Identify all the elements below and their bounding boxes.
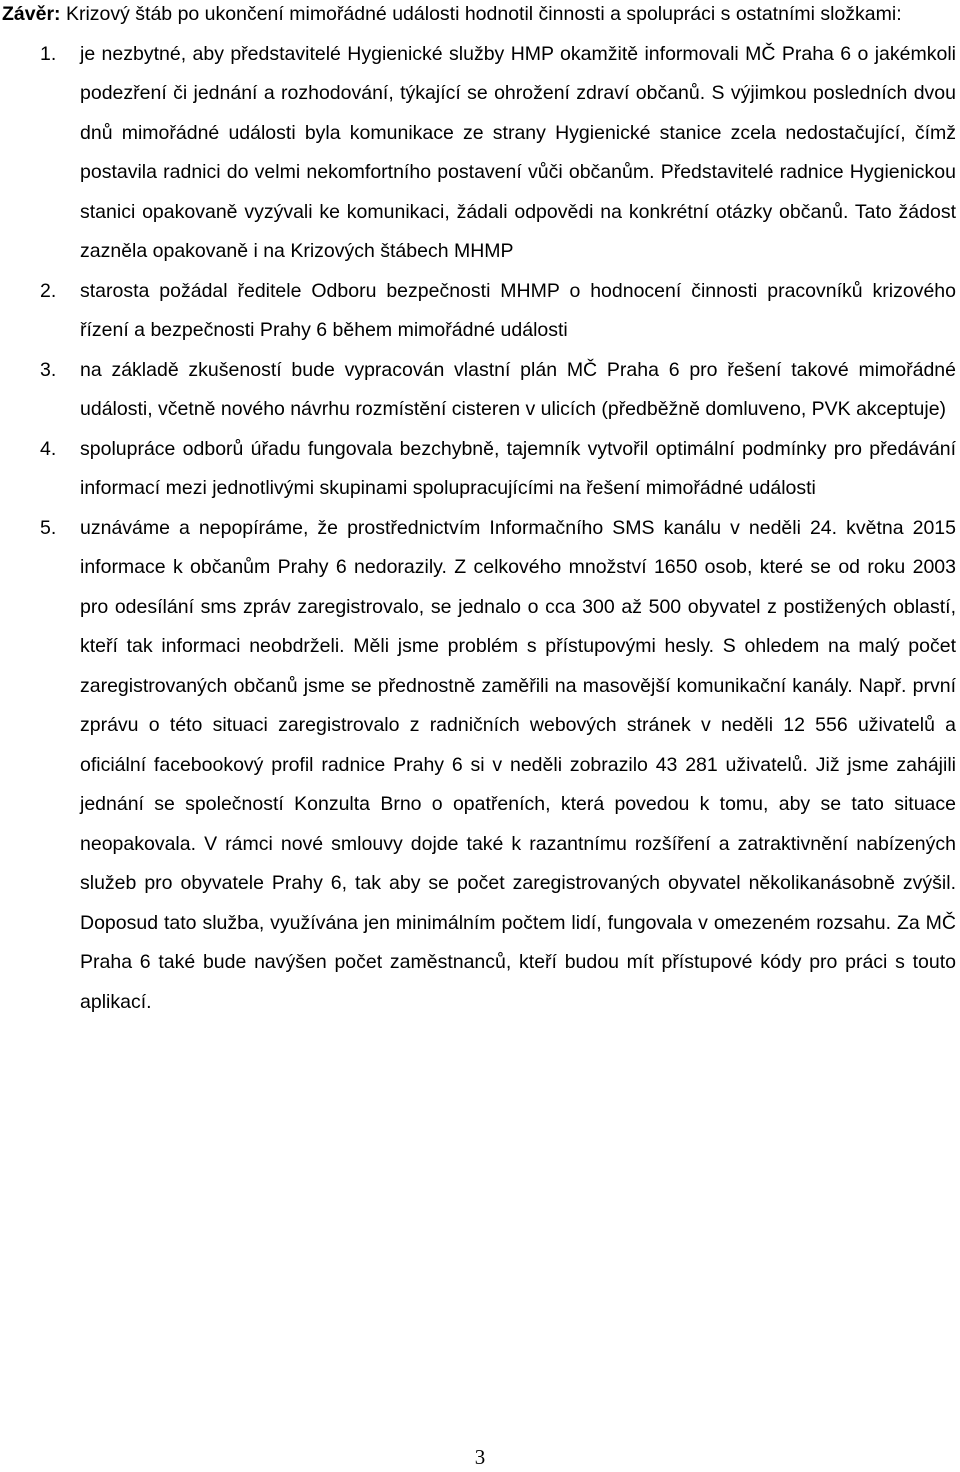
list-item bbox=[0, 272, 958, 351]
list-item-number: 1. bbox=[40, 42, 57, 65]
list-item bbox=[0, 509, 958, 1023]
list-item-number: 5. bbox=[40, 516, 57, 539]
list-item bbox=[0, 430, 958, 509]
list-item bbox=[0, 35, 958, 272]
page-number: 3 bbox=[474, 1445, 486, 1469]
list-item bbox=[0, 351, 958, 430]
conclusion-intro bbox=[0, 0, 958, 35]
list-item-text: spolupráce odborů úřadu fungovala bezchybně, tajemník vytvořil optimální podmínky pro předávání informací mezi jednotlivými skupinami spolupracujícími na řešení mimořádné události bbox=[80, 437, 956, 499]
list-item-text: starosta požádal ředitele Odboru bezpečnosti MHMP o hodnocení činnosti pracovníků krizového řízení a bezpečnosti Prahy 6 během mimořádné události bbox=[80, 279, 956, 341]
conclusion-label: Závěr: bbox=[2, 3, 61, 25]
list-item-text: na základě zkušeností bude vypracován vlastní plán MČ Praha 6 pro řešení takové mimořádné události, včetně nového návrhu rozmístění cisteren v ulicích (předběžně domluveno, PVK akceptuje) bbox=[80, 358, 956, 420]
conclusion-list bbox=[0, 35, 958, 1023]
list-item-number: 2. bbox=[40, 279, 57, 302]
list-item-text: je nezbytné, aby představitelé Hygienické služby HMP okamžitě informovali MČ Praha 6 o jakémkoli podezření či jednání a rozhodování, týkající se ohrožení zdraví občanů. S výjimkou posledních dvou dnů mimořádné události byla komunikace ze strany Hygienické stanice zcela nedostačující, čímž postavila radnici do velmi nekomfortního postavení vůči občanům. Představitelé radnice Hygienickou stanici opakovaně vyzývali ke komunikaci, žádali odpovědi na konkrétní otázky občanů. Tato žádost zazněla opakovaně i na Krizových štábech MHMP bbox=[80, 42, 956, 262]
conclusion-intro-text: Krizový štáb po ukončení mimořádné události hodnotil činnosti a spolupráci s ostatními složkami: bbox=[65, 3, 902, 25]
list-item-number: 3. bbox=[40, 358, 57, 381]
list-item-text: uznáváme a nepopíráme, že prostřednictvím Informačního SMS kanálu v neděli 24. května 2015 informace k občanům Prahy 6 nedorazily. Z celkového množství 1650 osob, které se od roku 2003 pro odesílání sms zpráv zaregistrovalo, se jednalo o cca 300 až 500 obyvatel z postižených oblastí, kteří tak informaci neobdrželi. Měli jsme problém s přístupovými hesly. S ohledem na malý počet zaregistrovaných občanů jsme se přednostně zaměřili na masovější komunikační kanály. Např. první zprávu o této situaci zaregistrovalo z radničních webových stránek v neděli 12 556 uživatelů a oficiální facebookový profil radnice Prahy 6 si v neděli zobrazilo 43 281 uživatelů. Již jsme zahájili jednání se společností Konzulta Brno o opatřeních, která povedou k tomu, aby se tato situace neopakovala. V rámci nové smlouvy dojde také k razantnímu rozšíření a zatraktivnění nabízených služeb pro obyvatele Prahy 6, tak aby se počet zaregistrovaných obyvatel několikanásobně zvýšil. Doposud tato služba, využívána jen minimálním počtem lidí, fungovala v omezeném rozsahu. Za MČ Praha 6 také bude navýšen počet zaměstnanců, kteří budou mít přístupové kódy pro práci s touto aplikací. bbox=[80, 516, 956, 1013]
list-item-number: 4. bbox=[40, 437, 57, 460]
